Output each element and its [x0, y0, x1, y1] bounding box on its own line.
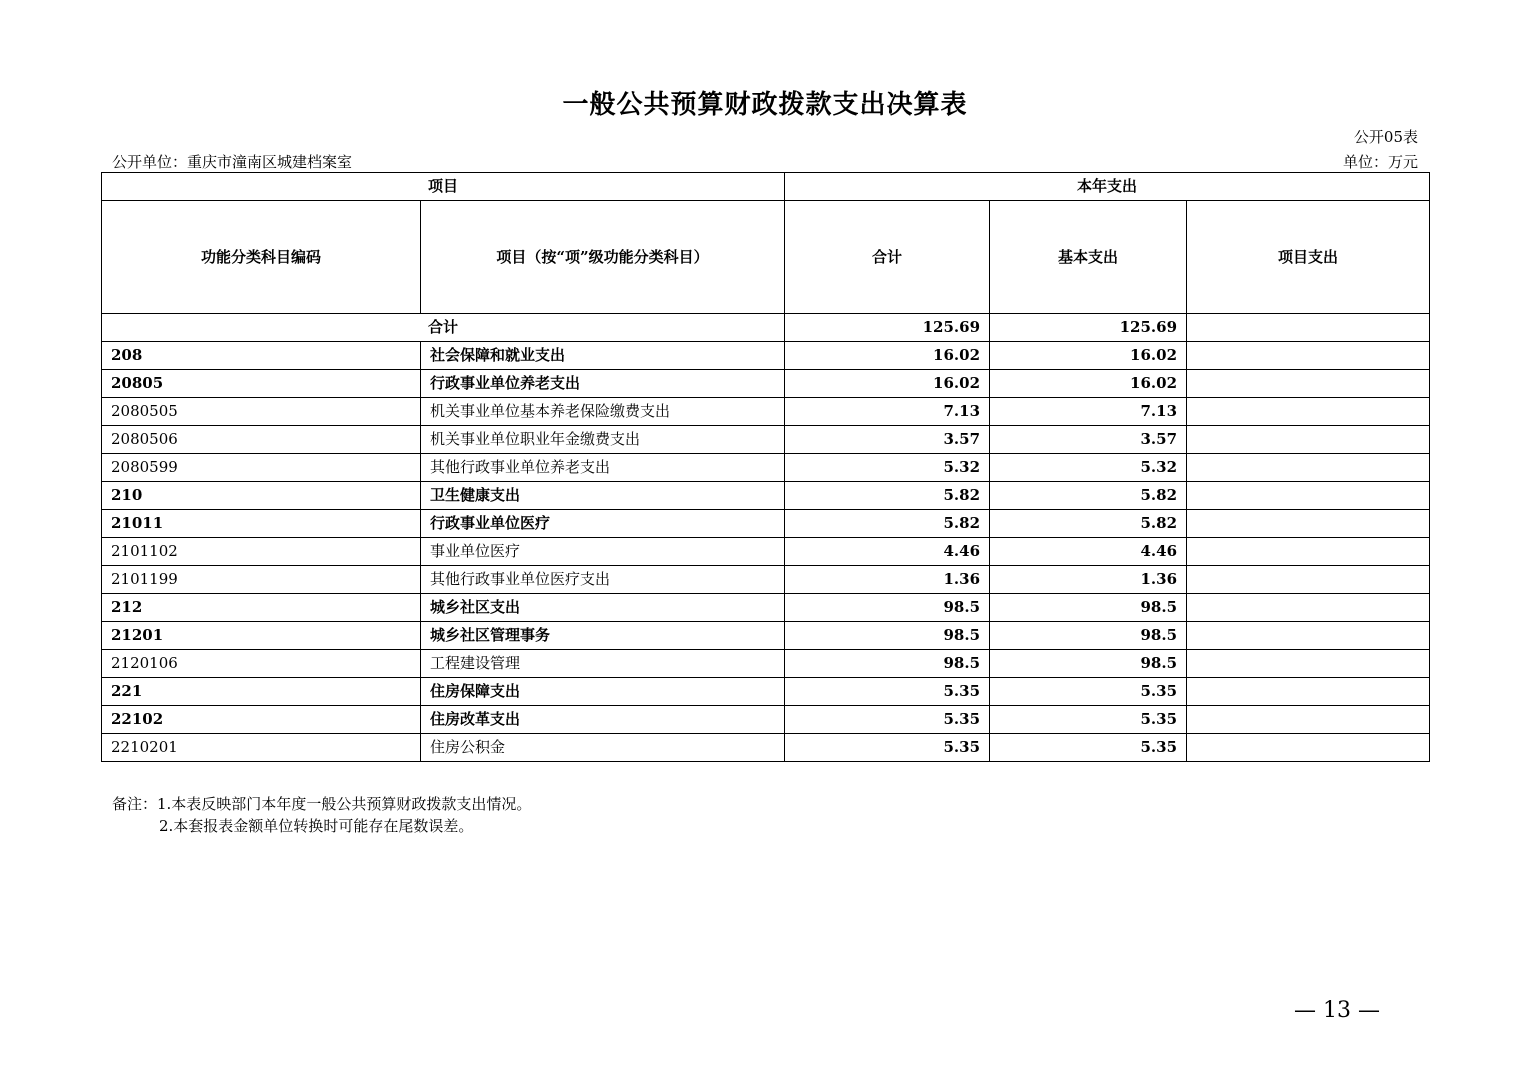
total-total: 125.69: [785, 314, 990, 342]
row-code: 21201: [102, 622, 421, 650]
table-row: [102, 650, 1430, 678]
row-total: 5.35: [785, 678, 990, 706]
row-name: 机关事业单位基本养老保险缴费支出: [421, 398, 785, 426]
row-project: [1187, 482, 1430, 510]
column-header-code: 功能分类科目编码: [102, 201, 421, 314]
total-label: 合计: [102, 314, 785, 342]
table-row: [102, 678, 1430, 706]
row-code: 20805: [102, 370, 421, 398]
row-code: 2080599: [102, 454, 421, 482]
group-header-row: [102, 173, 1430, 201]
row-name: 工程建设管理: [421, 650, 785, 678]
publish-unit: 公开单位：重庆市潼南区城建档案室: [112, 153, 353, 171]
row-project: [1187, 734, 1430, 762]
row-basic: 3.57: [990, 426, 1187, 454]
row-basic: 5.35: [990, 678, 1187, 706]
row-name: 社会保障和就业支出: [421, 342, 785, 370]
row-project: [1187, 426, 1430, 454]
row-code: 22102: [102, 706, 421, 734]
column-header-basic: 基本支出: [990, 201, 1187, 314]
note-line-2: 2.本套报表金额单位转换时可能存在尾数误差。: [159, 817, 474, 835]
row-project: [1187, 538, 1430, 566]
row-basic: 98.5: [990, 622, 1187, 650]
row-total: 3.57: [785, 426, 990, 454]
row-name: 城乡社区管理事务: [421, 622, 785, 650]
group-header-expense: 本年支出: [785, 173, 1430, 201]
row-code: 208: [102, 342, 421, 370]
table-row: [102, 622, 1430, 650]
row-project: [1187, 566, 1430, 594]
row-basic: 4.46: [990, 538, 1187, 566]
row-code: 21011: [102, 510, 421, 538]
table-row: [102, 398, 1430, 426]
row-code: 221: [102, 678, 421, 706]
table-row: [102, 482, 1430, 510]
row-project: [1187, 510, 1430, 538]
row-basic: 5.32: [990, 454, 1187, 482]
budget-table: [101, 172, 1430, 762]
row-code: 2080506: [102, 426, 421, 454]
row-total: 5.35: [785, 734, 990, 762]
row-code: 2101199: [102, 566, 421, 594]
page-title: 一般公共预算财政拨款支出决算表: [562, 90, 968, 120]
row-basic: 98.5: [990, 650, 1187, 678]
row-name: 机关事业单位职业年金缴费支出: [421, 426, 785, 454]
table-row: [102, 454, 1430, 482]
total-row: [102, 314, 1430, 342]
row-project: [1187, 650, 1430, 678]
row-name: 其他行政事业单位养老支出: [421, 454, 785, 482]
column-header-project: 项目支出: [1187, 201, 1430, 314]
row-basic: 5.82: [990, 510, 1187, 538]
row-name: 行政事业单位养老支出: [421, 370, 785, 398]
total-basic: 125.69: [990, 314, 1187, 342]
row-basic: 98.5: [990, 594, 1187, 622]
row-project: [1187, 706, 1430, 734]
row-total: 98.5: [785, 650, 990, 678]
row-name: 城乡社区支出: [421, 594, 785, 622]
row-name: 住房公积金: [421, 734, 785, 762]
row-code: 2101102: [102, 538, 421, 566]
row-name: 卫生健康支出: [421, 482, 785, 510]
row-project: [1187, 370, 1430, 398]
total-project: [1187, 314, 1430, 342]
row-project: [1187, 678, 1430, 706]
table-number: 公开05表: [1353, 128, 1418, 146]
row-basic: 1.36: [990, 566, 1187, 594]
row-code: 212: [102, 594, 421, 622]
money-unit: 单位：万元: [1342, 153, 1418, 171]
row-basic: 7.13: [990, 398, 1187, 426]
row-basic: 5.35: [990, 734, 1187, 762]
row-project: [1187, 342, 1430, 370]
row-name: 住房保障支出: [421, 678, 785, 706]
row-total: 98.5: [785, 622, 990, 650]
row-total: 5.35: [785, 706, 990, 734]
row-total: 16.02: [785, 370, 990, 398]
row-name: 住房改革支出: [421, 706, 785, 734]
column-header-row: [102, 201, 1430, 314]
row-name: 行政事业单位医疗: [421, 510, 785, 538]
column-header-name: 项目（按“项”级功能分类科目）: [421, 201, 785, 314]
row-project: [1187, 594, 1430, 622]
row-total: 5.82: [785, 510, 990, 538]
column-header-total: 合计: [785, 201, 990, 314]
row-total: 5.32: [785, 454, 990, 482]
row-name: 其他行政事业单位医疗支出: [421, 566, 785, 594]
table-row: [102, 706, 1430, 734]
group-header-project: 项目: [102, 173, 785, 201]
table-row: [102, 370, 1430, 398]
row-total: 5.82: [785, 482, 990, 510]
row-project: [1187, 622, 1430, 650]
row-basic: 16.02: [990, 370, 1187, 398]
row-name: 事业单位医疗: [421, 538, 785, 566]
row-total: 7.13: [785, 398, 990, 426]
row-basic: 5.35: [990, 706, 1187, 734]
table-row: [102, 566, 1430, 594]
table-row: [102, 426, 1430, 454]
row-project: [1187, 454, 1430, 482]
row-project: [1187, 398, 1430, 426]
row-total: 4.46: [785, 538, 990, 566]
row-code: 2210201: [102, 734, 421, 762]
row-total: 98.5: [785, 594, 990, 622]
row-code: 2120106: [102, 650, 421, 678]
row-total: 1.36: [785, 566, 990, 594]
row-total: 16.02: [785, 342, 990, 370]
row-code: 2080505: [102, 398, 421, 426]
note-line-1: 备注：1.本表反映部门本年度一般公共预算财政拨款支出情况。: [112, 795, 532, 813]
row-code: 210: [102, 482, 421, 510]
table-row: [102, 538, 1430, 566]
notes: [112, 793, 531, 837]
table-row: [102, 594, 1430, 622]
table-row: [102, 510, 1430, 538]
row-basic: 16.02: [990, 342, 1187, 370]
page-number: — 13 —: [1294, 998, 1380, 1023]
table-row: [102, 342, 1430, 370]
row-basic: 5.82: [990, 482, 1187, 510]
table-row: [102, 734, 1430, 762]
